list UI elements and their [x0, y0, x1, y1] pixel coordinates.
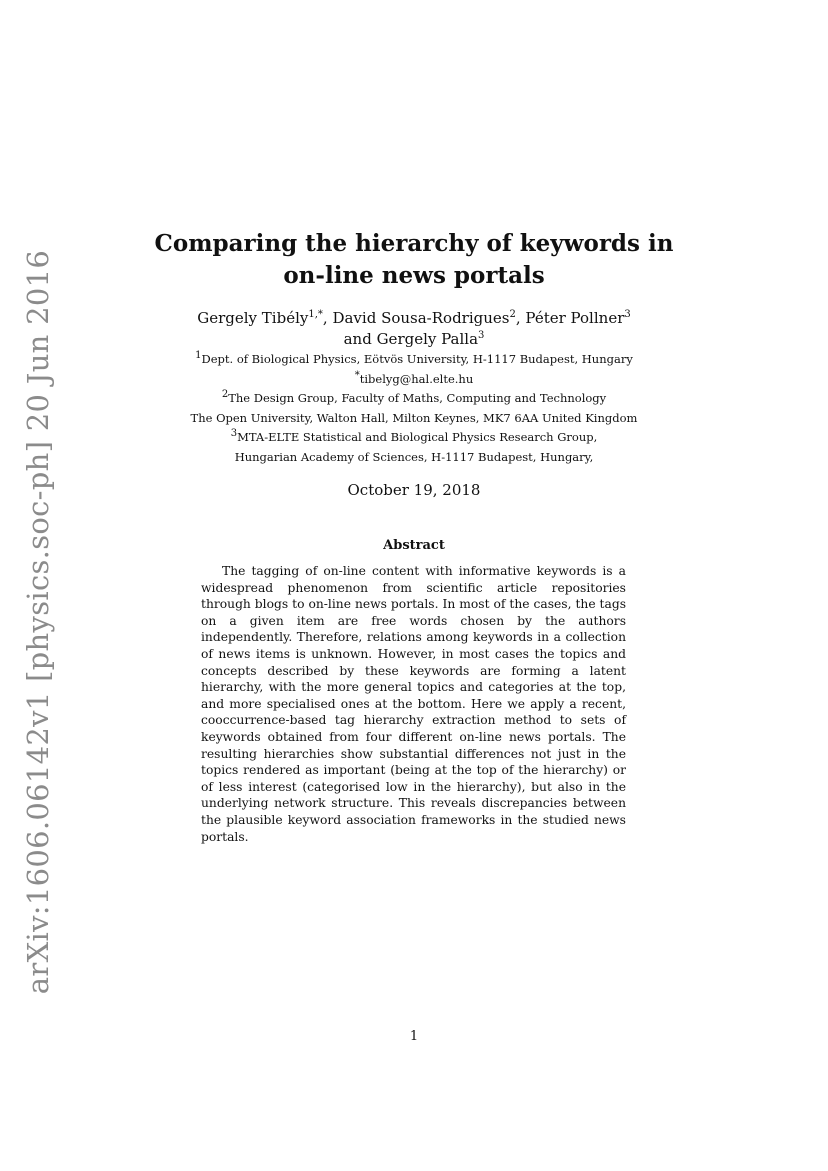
- author-name: David Sousa-Rodrigues: [332, 309, 510, 327]
- author-name: Gergely Tibély: [197, 309, 309, 327]
- affiliation-mark: 1: [195, 350, 202, 362]
- author-list: [0, 308, 828, 350]
- abstract-heading: Abstract: [383, 538, 445, 553]
- paper-title: [0, 228, 828, 292]
- affiliation-1: [0, 352, 828, 366]
- affiliation-mark: 2: [221, 389, 229, 401]
- author-line-1: [0, 308, 828, 329]
- arxiv-identifier-text: arXiv:1606.06142v1 [physics.soc-ph] 20 Jun 2016: [21, 249, 55, 995]
- author-affiliation-mark: 3: [478, 330, 485, 341]
- affiliation-3-line-2: [0, 450, 828, 464]
- email-text: tibelyg@hal.elte.hu: [359, 372, 474, 386]
- author-name: Péter Pollner: [525, 309, 625, 327]
- affiliation-text: Hungarian Academy of Sciences, H-1117 Budapest, Hungary,: [234, 450, 594, 464]
- author-separator: ,: [322, 309, 333, 327]
- page-number: 1: [409, 1029, 419, 1044]
- affiliation-text: MTA-ELTE Statistical and Biological Physics Research Group,: [237, 430, 598, 444]
- affiliation-2-line-2: [0, 411, 828, 425]
- author-affiliation-mark: 2: [509, 309, 516, 320]
- affiliation-text: The Open University, Walton Hall, Milton Keynes, MK7 6AA United Kingdom: [190, 411, 638, 425]
- paper-title-line-1: Comparing the hierarchy of keywords in: [154, 230, 674, 257]
- affiliation-mark: 3: [230, 428, 238, 440]
- author-affiliation-mark: 1,*: [308, 309, 323, 320]
- author-conjunction: and: [343, 330, 377, 348]
- author-name: Gergely Palla: [376, 330, 479, 348]
- affiliation-text: The Design Group, Faculty of Maths, Computing and Technology: [228, 391, 607, 405]
- email-mark: *: [354, 370, 360, 382]
- paper-date: October 19, 2018: [347, 481, 481, 499]
- affiliation-text: Dept. of Biological Physics, Eötvös University, H-1117 Budapest, Hungary: [201, 352, 633, 366]
- paper-title-line-2: on-line news portals: [283, 262, 545, 289]
- affiliation-2-line-1: [0, 391, 828, 405]
- author-line-2: [0, 329, 828, 350]
- abstract-body: The tagging of on-line content with informative keywords is a widespread phenomenon from scientific article repositories through blogs to on-line news portals. In most of the cases, the tags on a given item are free words chosen by the authors independently. Therefore, relations among keywords in a collection of news items is unknown. However, in most cases the topics and concepts described by these keywords are forming a latent hierarchy, with the more general topics and categories at the top, and more specialised ones at the bottom. Here we apply a recent, cooccurrence-based tag hierarchy extraction method to sets of keywords obtained from four different on-line news portals. The resulting hierarchies show substantial differences not just in the topics rendered as important (being at the top of the hierarchy) or of less interest (categorised low in the hierarchy), but also in the underlying network structure. This reveals discrepancies between the plausible keyword association frameworks in the studied news portals.: [201, 564, 626, 844]
- affiliation-3-line-1: [0, 430, 828, 444]
- author-affiliation-mark: 3: [624, 309, 631, 320]
- corresponding-email: [0, 372, 828, 386]
- author-separator: ,: [515, 309, 526, 327]
